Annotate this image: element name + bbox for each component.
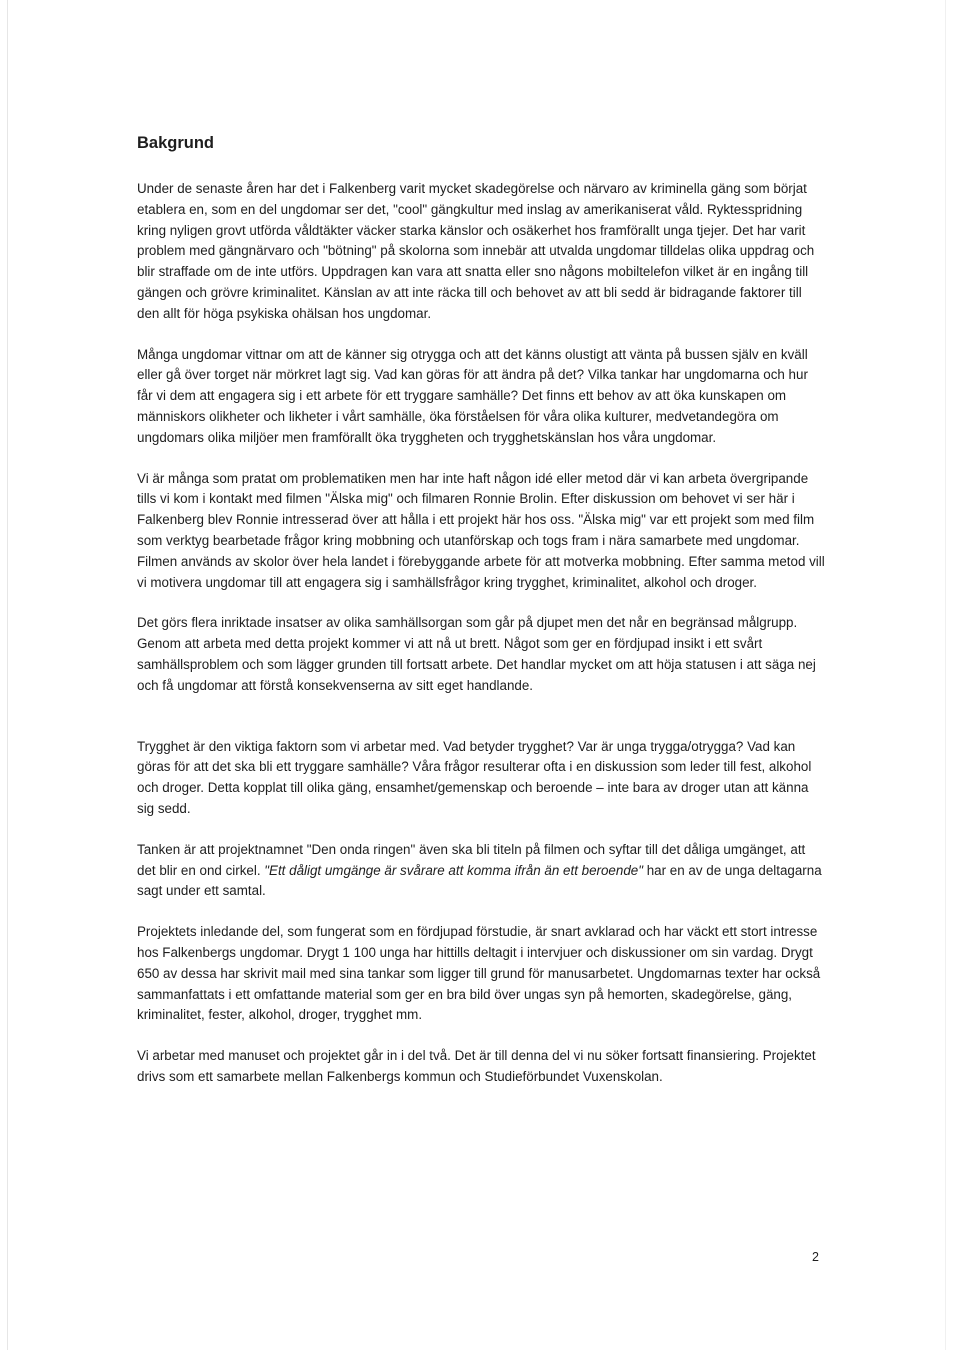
paragraph-2: Många ungdomar vittnar om att de känner sig otrygga och att det känns olustigt att vänta på bussen själv en kväll eller gå över torget när mörkret lagt sig. Vad kan göras för att ändra på det? Vilka tankar har ungdomarna och hur får vi dem att engagera sig i ett arbete för ett tryggare samhälle? Det finns ett behov av att öka kunskapen om människors olikheter och likheter i vårt samhälle, öka förståelsen för våra olika kulturer, medvetandegöra om ungdomars olika miljöer men framförallt öka tryggheten och trygghetskänslan hos våra ungdomar. [137, 346, 808, 445]
document-body [137, 130, 827, 1108]
paragraph-6-quote: "Ett dåligt umgänge är svårare att komma ifrån än ett beroende" [264, 862, 643, 878]
paragraph-6-text-after: har en av de unga deltagarna sagt under ett samtal. [137, 862, 822, 899]
section-heading: Bakgrund [137, 134, 215, 152]
scan-edge-left [7, 0, 8, 1350]
scan-edge-right [945, 0, 946, 1350]
paragraph-3: Vi är många som pratat om problematiken men har inte haft någon idé eller metod där vi kan arbeta övergripande tills vi kom i kontakt med filmen "Älska mig" och filmaren Ronnie Brolin. Efter diskussion om behovet vi ser här i Falkenberg blev Ronnie intresserad över att hålla i ett projekt här hos oss. "Älska mig" var ett projekt som med film som verktyg bearbetade frågor kring mobbning och utanförskap och togs fram i nära samarbete med ungdomar. Filmen används av skolor över hela landet i förebyggande arbete för att motverka mobbning. Efter samma metod vill vi motivera ungdomar till att engagera sig i samhällsfrågor kring trygghet, kriminalitet, alkohol och droger. [137, 470, 825, 590]
paragraph-6-text-before: Tanken är att projektnamnet "Den onda ringen" även ska bli titeln på filmen och syftar till det dåliga umgänget, att det blir en ond cirkel. [137, 841, 806, 878]
paragraph-1: Under de senaste åren har det i Falkenberg varit mycket skadegörelse och närvaro av kriminella gäng som börjat etablera en, som en del ungdomar ser det, "cool" gängkultur med inslag av amerikaniserat våld. Ryktesspridning kring nyligen grovt utförda våldtäkter väcker starka känslor och osäkerhet hos framförallt unga tjejer. Det har varit problem med gängnärvaro och "bötning" på skolorna som innebär att utvalda ungdomar tilldelas olika uppdrag och blir straffade om de inte utförs. Uppdragen kan vara att snatta eller sno någons mobiltelefon vilket är en ingång till gängen och grövre kriminalitet. Känslan av att inte räcka till och behovet av att bli sedd är bidragande faktorer till den allt för höga psykiska ohälsan hos ungdomar. [137, 181, 815, 321]
paragraph-8: Vi arbetar med manuset och projektet går in i del två. Det är till denna del vi nu söker fortsatt finansiering. Projektet drivs som ett samarbete mellan Falkenbergs kommun och Studieförbundet Vuxenskolan. [137, 1048, 816, 1084]
paragraph-7: Projektets inledande del, som fungerat som en fördjupad förstudie, är snart avklarad och har väckt ett stort intresse hos Falkenbergs ungdomar. Drygt 1 100 unga har hittills deltagit i intervjuer och diskussioner om sin vardag. Drygt 650 av dessa har skrivit mail med sina tankar som ligger till grund för manusarbetet. Ungdomarnas texter har också sammanfattats i ett omfattande material som ger en bra bild över ungas syn på hemorten, skadegörelse, gäng, kriminalitet, fester, alkohol, droger, trygghet mm. [137, 924, 821, 1023]
paragraph-6 [137, 840, 827, 902]
page-number: 2 [812, 1250, 819, 1264]
paragraph-4: Det görs flera inriktade insatser av olika samhällsorgan som går på djupet men det når en begränsad målgrupp. Genom att arbeta med detta projekt kommer vi att nå ut brett. Något som ger en fördjupad insikt i ett svårt samhällsproblem och som lägger grunden till fortsatt arbete. Det handlar mycket om att höja statusen i att säga nej och få ungdomar att förstå konsekvenserna av sitt eget handlande. [137, 615, 816, 693]
paragraph-5: Trygghet är den viktiga faktorn som vi arbetar med. Vad betyder trygghet? Var är unga trygga/otrygga? Vad kan göras för att det ska bli ett tryggare samhälle? Våra frågor resulterar ofta i en diskussion som leder till fest, alkohol och droger. Detta kopplat till olika gäng, ensamhet/gemenskap och beroende – inte bara av droger utan att känna sig sedd. [137, 738, 812, 816]
